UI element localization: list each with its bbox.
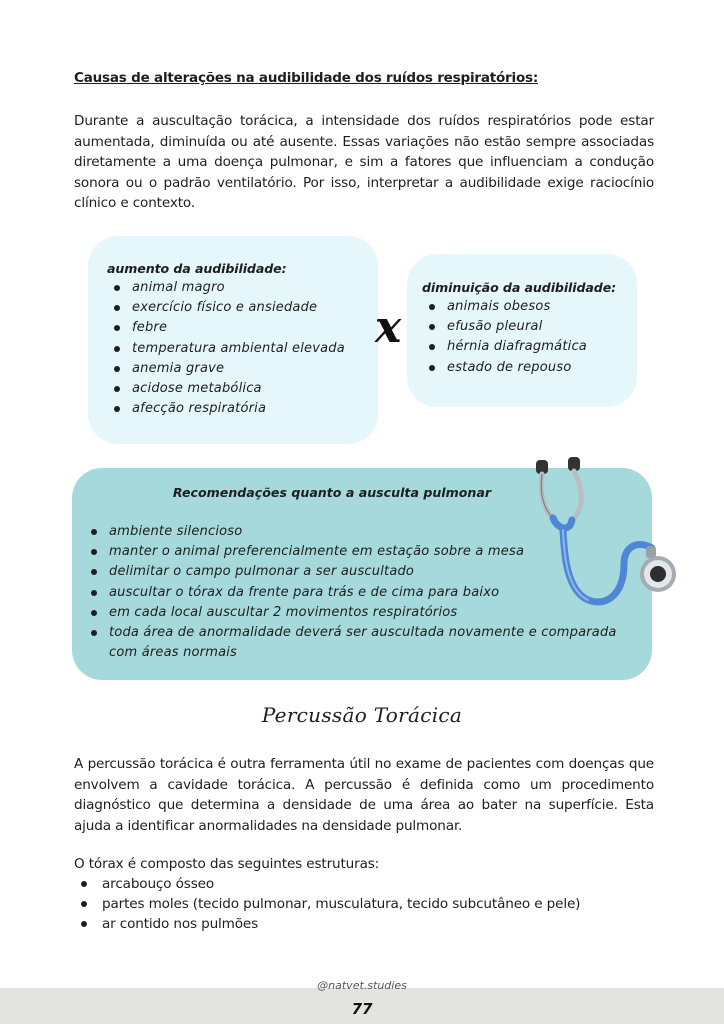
versus-mark: x <box>375 302 402 353</box>
list-item: animal magro <box>107 278 372 298</box>
increase-audibility-box <box>88 236 378 444</box>
list-item: ar contido nos pulmões <box>78 914 580 934</box>
recommendations-title: Recomendações quanto a ausculta pulmonar <box>172 485 492 500</box>
list-item: ambiente silencioso <box>84 522 654 542</box>
list-item: temperatura ambiental elevada <box>107 339 372 359</box>
list-item: afecção respiratória <box>107 399 372 419</box>
section-title: Causas de alterações na audibilidade dos ruídos respiratórios: <box>74 70 539 86</box>
list-item: auscultar o tórax da frente para trás e de cima para baixo <box>84 583 654 603</box>
list-item: delimitar o campo pulmonar a ser auscultado <box>84 562 654 582</box>
structures-list <box>78 874 580 934</box>
percussion-paragraph: A percussão torácica é outra ferramenta útil no exame de pacientes com doenças que envolvem a cavidade torácica. A percussão é definida como um procedimento diagnóstico que determina a densidade de uma área ao bater na superfície. Esta ajuda a identificar anormalidades na densidade pulmonar. <box>74 756 654 834</box>
decrease-heading: diminuição da audibilidade: <box>422 280 617 295</box>
list-item: estado de repouso <box>422 358 634 378</box>
structures-intro: O tórax é composto das seguintes estruturas: <box>74 856 380 872</box>
list-item: acidose metabólica <box>107 379 372 399</box>
list-item: febre <box>107 318 372 338</box>
list-item: em cada local auscultar 2 movimentos respiratórios <box>84 603 654 623</box>
stethoscope-icon <box>528 452 688 612</box>
list-item: efusão pleural <box>422 317 634 337</box>
list-item: hérnia diafragmática <box>422 337 634 357</box>
decrease-list <box>422 297 634 378</box>
list-item: manter o animal preferencialmente em estação sobre a mesa <box>84 542 654 562</box>
increase-list <box>107 278 372 419</box>
list-item: toda área de anormalidade deverá ser auscultada novamente e comparada com áreas normais <box>84 623 629 663</box>
intro-paragraph: Durante a auscultação torácica, a intensidade dos ruídos respiratórios pode estar aumentada, diminuída ou até ausente. Essas variações não estão sempre associadas diretamente a uma doença pulmonar, e sim a fatores que influenciam a condução sonora ou o padrão ventilatório. Por isso, interpretar a audibilidade exige raciocínio clínico e contexto. <box>74 113 654 211</box>
list-item: animais obesos <box>422 297 634 317</box>
footer-handle: @natvet.studies <box>317 979 407 992</box>
page-number: 77 <box>351 1000 373 1018</box>
list-item: partes moles (tecido pulmonar, musculatura, tecido subcutâneo e pele) <box>78 894 580 914</box>
list-item: arcabouço ósseo <box>78 874 580 894</box>
list-item: anemia grave <box>107 359 372 379</box>
increase-heading: aumento da audibilidade: <box>107 261 287 276</box>
decrease-audibility-box <box>407 254 637 407</box>
percussion-title: Percussão Torácica <box>261 703 463 727</box>
list-item: exercício físico e ansiedade <box>107 298 372 318</box>
